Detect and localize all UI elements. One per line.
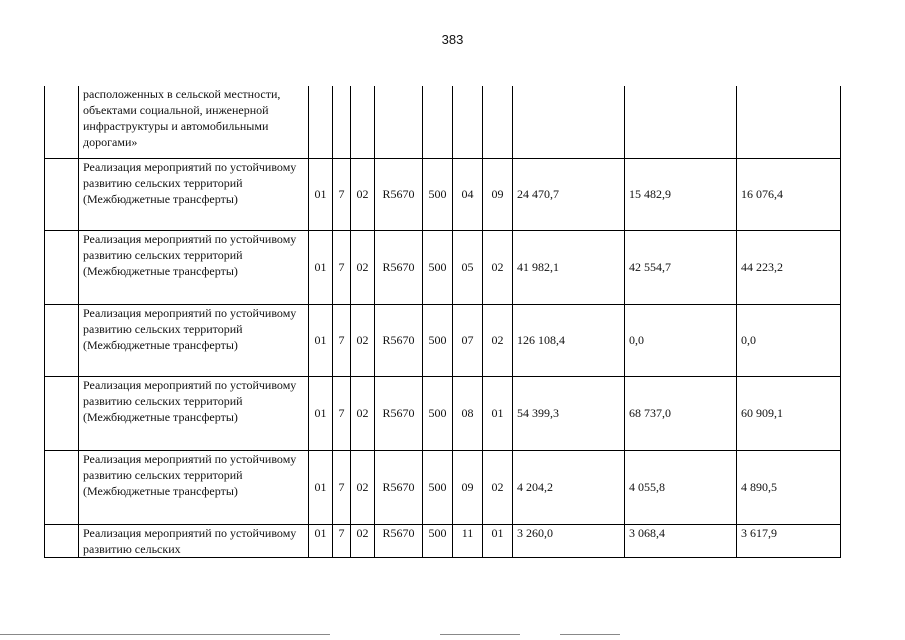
scan-edge-line: [0, 634, 330, 635]
code-cell: 02: [483, 450, 513, 524]
code-cell: 01: [309, 304, 333, 376]
empty-cell: [45, 304, 79, 376]
code-cell: 01: [483, 524, 513, 557]
code-cell: R5670: [375, 304, 423, 376]
row-name: Реализация мероприятий по устойчивому развитию сельских: [79, 524, 309, 557]
amount-cell: 41 982,1: [513, 230, 625, 304]
row-name: Реализация мероприятий по устойчивому развитию сельских территорий (Межбюджетные трансферты): [79, 304, 309, 376]
code-cell: R5670: [375, 230, 423, 304]
row-name: Реализация мероприятий по устойчивому развитию сельских территорий (Межбюджетные трансферты): [79, 158, 309, 230]
code-cell: 7: [333, 158, 351, 230]
amount-cell: 4 204,2: [513, 450, 625, 524]
code-cell: R5670: [375, 450, 423, 524]
code-cell: 500: [423, 450, 453, 524]
code-cell: R5670: [375, 524, 423, 557]
row-name: Реализация мероприятий по устойчивому развитию сельских территорий (Межбюджетные трансферты): [79, 230, 309, 304]
table-row: [45, 230, 841, 304]
row-name: Реализация мероприятий по устойчивому развитию сельских территорий (Межбюджетные трансферты): [79, 450, 309, 524]
code-cell: 02: [351, 450, 375, 524]
amount-cell: 16 076,4: [737, 158, 841, 230]
amount-cell: 60 909,1: [737, 376, 841, 450]
code-cell: 02: [351, 524, 375, 557]
code-cell: 7: [333, 524, 351, 557]
page-number: 383: [441, 32, 464, 47]
scan-edge-line: [440, 634, 520, 635]
code-cell: 02: [351, 304, 375, 376]
table-row: [45, 524, 841, 557]
row-name: расположенных в сельской местности, объектами социальной, инженерной инфраструктуры и автомобильными дорогами»: [79, 86, 309, 158]
amount-cell: 68 737,0: [625, 376, 737, 450]
table-row: [45, 376, 841, 450]
code-cell: 02: [351, 158, 375, 230]
code-cell: 7: [333, 304, 351, 376]
code-cell: 500: [423, 524, 453, 557]
code-cell: 01: [309, 230, 333, 304]
amount-cell: 4 890,5: [737, 450, 841, 524]
code-cell: 02: [483, 304, 513, 376]
empty-cell: [45, 524, 79, 557]
table-row: [45, 450, 841, 524]
empty-cell: [45, 376, 79, 450]
code-cell: 500: [423, 376, 453, 450]
amount-cell: 4 055,8: [625, 450, 737, 524]
table-row: [45, 158, 841, 230]
empty-cell: [45, 86, 79, 158]
code-cell: 7: [333, 230, 351, 304]
code-cell: 500: [423, 304, 453, 376]
code-cell: 09: [483, 158, 513, 230]
code-cell: 02: [483, 230, 513, 304]
amount-cell: 24 470,7: [513, 158, 625, 230]
code-cell: 02: [351, 376, 375, 450]
code-cell: 7: [333, 376, 351, 450]
amount-cell: 44 223,2: [737, 230, 841, 304]
code-cell: 02: [351, 230, 375, 304]
code-cell: 01: [309, 524, 333, 557]
code-cell: 09: [453, 450, 483, 524]
amount-cell: 0,0: [737, 304, 841, 376]
code-cell: 01: [309, 158, 333, 230]
table-row: [45, 86, 841, 158]
code-cell: R5670: [375, 158, 423, 230]
code-cell: 7: [333, 450, 351, 524]
code-cell: 08: [453, 376, 483, 450]
empty-cell: [45, 158, 79, 230]
code-cell: 01: [309, 376, 333, 450]
table-row: [45, 304, 841, 376]
code-cell: 500: [423, 158, 453, 230]
code-cell: R5670: [375, 376, 423, 450]
code-cell: 01: [483, 376, 513, 450]
empty-cell: [45, 450, 79, 524]
row-name: Реализация мероприятий по устойчивому развитию сельских территорий (Межбюджетные трансферты): [79, 376, 309, 450]
code-cell: 05: [453, 230, 483, 304]
code-cell: 11: [453, 524, 483, 557]
code-cell: 07: [453, 304, 483, 376]
amount-cell: 15 482,9: [625, 158, 737, 230]
amount-cell: 3 260,0: [513, 524, 625, 557]
amount-cell: 3 068,4: [625, 524, 737, 557]
code-cell: 01: [309, 450, 333, 524]
amount-cell: 54 399,3: [513, 376, 625, 450]
budget-table: [44, 86, 841, 558]
amount-cell: 0,0: [625, 304, 737, 376]
scan-edge-line: [560, 634, 620, 635]
amount-cell: 3 617,9: [737, 524, 841, 557]
amount-cell: 126 108,4: [513, 304, 625, 376]
code-cell: 04: [453, 158, 483, 230]
code-cell: 500: [423, 230, 453, 304]
empty-cell: [45, 230, 79, 304]
amount-cell: 42 554,7: [625, 230, 737, 304]
